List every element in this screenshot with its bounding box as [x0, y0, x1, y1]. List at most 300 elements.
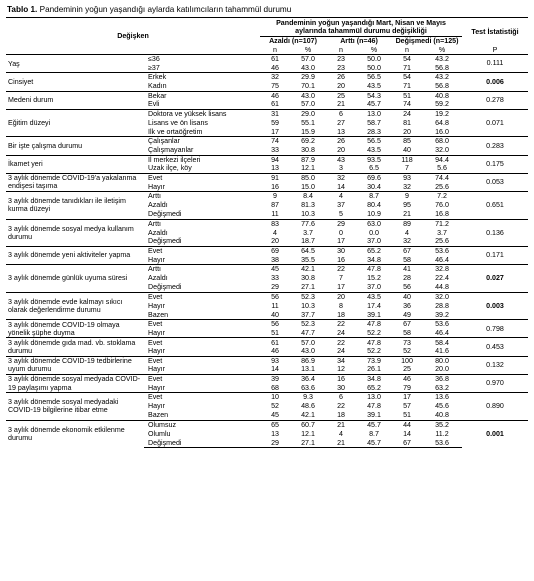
- decreased-n-cell: 33: [271, 274, 279, 283]
- decreased-n-cell: 40: [271, 310, 279, 319]
- increased-percent-cell: 93.5: [356, 155, 392, 164]
- table-row: [6, 356, 528, 365]
- unchanged-percent-cell: 76.0: [435, 201, 449, 210]
- category-label: Evet: [144, 393, 260, 402]
- decreased-n-cell: 46: [271, 63, 279, 72]
- unchanged-percent-cell: 46.4: [435, 328, 449, 337]
- unchanged-percent-cell: 44.8: [435, 283, 449, 292]
- unchanged-n-cell: 79: [403, 383, 411, 392]
- unchanged-percent-cell: 94.4: [422, 155, 462, 164]
- p-value: 0.651: [462, 192, 528, 219]
- category-label: Bazen: [148, 411, 169, 420]
- increased-percent-cell: 58.7: [367, 118, 381, 127]
- unchanged-percent-cell: 71.2: [422, 219, 462, 228]
- decreased-n-cell: 14: [271, 365, 279, 374]
- category-label: Hayır: [148, 402, 165, 411]
- increased-n-cell: 23: [337, 63, 345, 72]
- increased-n-cell: 14: [337, 182, 345, 191]
- variable-name: 3 aylık dönemde tanıdıkları ile iletişim kurma düzeyi: [6, 192, 144, 219]
- unchanged-n-cell: 57: [403, 402, 411, 411]
- variable-name: Yaş: [6, 55, 144, 73]
- unchanged-percent-cell: 39.2: [435, 310, 449, 319]
- decreased-percent-cell: 37.7: [301, 310, 315, 319]
- p-value: 0.890: [462, 393, 528, 420]
- decreased-n-cell: 56: [260, 320, 290, 329]
- increased-percent-cell: 34.8: [367, 255, 381, 264]
- table-caption: [7, 4, 528, 15]
- unchanged-percent-cell: 64.8: [435, 118, 449, 127]
- increased-percent-cell: 39.1: [367, 411, 381, 420]
- decreased-n-cell: 45: [260, 265, 290, 274]
- category-label: İlk ve ortaöğretim: [148, 127, 203, 136]
- decreased-percent-cell: 77.6: [290, 219, 326, 228]
- category-label: Arttı: [144, 265, 260, 274]
- unchanged-n-cell: 58: [403, 328, 411, 337]
- table-row: [6, 246, 528, 255]
- variable-name: 3 aylık dönemde sosyal medya kullanım durumu: [6, 219, 144, 246]
- p-value: 0.006: [462, 73, 528, 91]
- variable-name: 3 aylık dönemde COVID-19 olmaya yönelik şüphe duyma: [6, 320, 144, 338]
- p-value: 0.111: [462, 55, 528, 73]
- increased-percent-cell: 8.7: [369, 429, 379, 438]
- category-label: Evet: [144, 320, 260, 329]
- table-row: [6, 393, 528, 402]
- increased-n-cell: 20: [326, 292, 356, 301]
- unchanged-percent-cell: 80.0: [422, 356, 462, 365]
- header-decreased: Azaldı (n=107): [260, 37, 326, 46]
- p-value: 0.175: [462, 155, 528, 173]
- category-label: ≤36: [144, 55, 260, 64]
- p-value: 0.171: [462, 246, 528, 264]
- increased-n-cell: 29: [326, 219, 356, 228]
- decreased-percent-cell: 27.1: [290, 438, 326, 447]
- decreased-percent-cell: 18.7: [301, 237, 315, 246]
- p-value: 0.283: [462, 137, 528, 155]
- category-label: Doktora ve yüksek lisans: [144, 109, 260, 118]
- unchanged-n-cell: 28: [403, 274, 411, 283]
- category-label: Bazen: [148, 310, 169, 319]
- increased-percent-cell: 8.7: [356, 192, 392, 201]
- decreased-n-cell: 56: [260, 292, 290, 301]
- unchanged-n-cell: 4: [405, 228, 409, 237]
- unchanged-percent-cell: 40.8: [435, 411, 449, 420]
- decreased-percent-cell: 35.5: [301, 255, 315, 264]
- increased-n-cell: 27: [337, 118, 345, 127]
- unchanged-percent-cell: 19.2: [422, 109, 462, 118]
- increased-n-cell: 21: [337, 100, 345, 109]
- category-label: Hayır: [148, 328, 165, 337]
- unchanged-n-cell: 20: [403, 127, 411, 136]
- unchanged-n-cell: 25: [403, 365, 411, 374]
- decreased-n-cell: 16: [271, 182, 279, 191]
- category-label: Hayır: [148, 182, 165, 191]
- unchanged-n-cell: 49: [403, 310, 411, 319]
- decreased-percent-cell: 64.5: [290, 246, 326, 255]
- decreased-percent-cell: 52.3: [290, 320, 326, 329]
- increased-n-cell: 24: [337, 328, 345, 337]
- decreased-n-cell: 31: [260, 109, 290, 118]
- increased-n-cell: 22: [337, 402, 345, 411]
- unchanged-percent-cell: 58.4: [422, 338, 462, 347]
- p-value: 0.798: [462, 320, 528, 338]
- decreased-percent-cell: 43.0: [301, 347, 315, 356]
- decreased-percent-cell: 57.0: [290, 55, 326, 64]
- decreased-percent-cell: 86.9: [290, 356, 326, 365]
- increased-percent-cell: 45.7: [356, 420, 392, 429]
- unchanged-n-cell: 52: [403, 347, 411, 356]
- unchanged-percent-cell: 5.6: [437, 164, 447, 173]
- table-row: [6, 338, 528, 347]
- increased-percent-cell: 69.6: [356, 173, 392, 182]
- variable-name: 3 aylık dönemde ekonomik etkilenme durumu: [6, 420, 144, 447]
- unchanged-percent-cell: 22.4: [435, 274, 449, 283]
- caption-text: Pandeminin yoğun yaşandığı aylarda katılımcıların tahammül durumu: [37, 5, 292, 14]
- category-label: Azaldı: [148, 228, 168, 237]
- increased-n-cell: 4: [326, 192, 356, 201]
- increased-n-cell: 30: [326, 246, 356, 255]
- unchanged-n-cell: 81: [403, 118, 411, 127]
- unchanged-n-cell: 51: [392, 91, 422, 100]
- category-label: Hayır: [148, 365, 165, 374]
- increased-n-cell: 26: [326, 73, 356, 82]
- header-p: P: [462, 46, 528, 55]
- decreased-n-cell: 29: [260, 438, 290, 447]
- decreased-n-cell: 39: [260, 374, 290, 383]
- decreased-percent-cell: 9.3: [290, 393, 326, 402]
- category-label: Hayır: [148, 255, 165, 264]
- decreased-n-cell: 10: [260, 393, 290, 402]
- increased-n-cell: 23: [326, 55, 356, 64]
- unchanged-n-cell: 32: [403, 237, 411, 246]
- unchanged-percent-cell: 3.7: [437, 228, 447, 237]
- unchanged-n-cell: 17: [392, 393, 422, 402]
- decreased-n-cell: 46: [260, 91, 290, 100]
- variable-name: İkamet yeri: [6, 155, 144, 173]
- unchanged-n-cell: 36: [403, 301, 411, 310]
- decreased-n-cell: 20: [271, 237, 279, 246]
- increased-percent-cell: 54.3: [356, 91, 392, 100]
- increased-percent-cell: 34.8: [356, 374, 392, 383]
- decreased-percent-cell: 8.4: [290, 192, 326, 201]
- header-n: n: [392, 46, 422, 55]
- decreased-n-cell: 4: [273, 228, 277, 237]
- header-increased: Arttı (n=46): [326, 37, 392, 46]
- increased-percent-cell: 47.8: [356, 338, 392, 347]
- decreased-percent-cell: 87.9: [290, 155, 326, 164]
- category-label: Evet: [144, 292, 260, 301]
- category-label: ≥37: [148, 63, 160, 72]
- header-variable: Değişken: [6, 18, 260, 55]
- p-value: 0.071: [462, 109, 528, 136]
- category-label: Evet: [144, 173, 260, 182]
- decreased-n-cell: 51: [271, 328, 279, 337]
- increased-percent-cell: 6.5: [369, 164, 379, 173]
- decreased-n-cell: 32: [260, 73, 290, 82]
- increased-percent-cell: 17.4: [367, 301, 381, 310]
- category-label: Azaldı: [148, 274, 168, 283]
- category-label: Olumsuz: [144, 420, 260, 429]
- decreased-percent-cell: 42.1: [290, 265, 326, 274]
- increased-n-cell: 5: [339, 210, 343, 219]
- category-label: Arttı: [144, 192, 260, 201]
- decreased-n-cell: 52: [271, 402, 279, 411]
- unchanged-n-cell: 67: [392, 320, 422, 329]
- decreased-n-cell: 17: [271, 127, 279, 136]
- increased-n-cell: 12: [337, 365, 345, 374]
- unchanged-n-cell: 85: [392, 137, 422, 146]
- category-label: Değişmedi: [148, 283, 182, 292]
- increased-n-cell: 16: [337, 255, 345, 264]
- decreased-percent-cell: 30.8: [301, 274, 315, 283]
- unchanged-percent-cell: 56.8: [435, 82, 449, 91]
- table-row: [6, 374, 528, 383]
- variable-name: 3 aylık dönemde gıda mad. vb. stoklama durumu: [6, 338, 144, 356]
- decreased-percent-cell: 27.1: [301, 283, 315, 292]
- unchanged-percent-cell: 74.4: [422, 173, 462, 182]
- unchanged-percent-cell: 45.6: [435, 402, 449, 411]
- unchanged-percent-cell: 53.6: [422, 438, 462, 447]
- variable-name: 3 aylık dönemde COVID-19'a yakalanma endişesi taşıma: [6, 173, 144, 191]
- category-label: Evet: [144, 356, 260, 365]
- caption-label: Tablo 1.: [7, 5, 38, 14]
- unchanged-percent-cell: 53.6: [422, 246, 462, 255]
- decreased-n-cell: 29: [271, 283, 279, 292]
- header-unchanged: Değişmedi (n=125): [392, 37, 462, 46]
- category-label: Arttı: [144, 219, 260, 228]
- unchanged-percent-cell: 41.6: [435, 347, 449, 356]
- unchanged-n-cell: 24: [392, 109, 422, 118]
- decreased-percent-cell: 13.1: [301, 365, 315, 374]
- header-group-title: Pandeminin yoğun yaşandığı Mart, Nisan ve Mayıs aylarında tahammül durumu değişikliği: [260, 18, 462, 37]
- decreased-n-cell: 11: [271, 210, 279, 219]
- unchanged-n-cell: 44: [392, 420, 422, 429]
- variable-name: 3 aylık dönemde yeni aktiviteler yapma: [6, 246, 144, 264]
- decreased-n-cell: 83: [260, 219, 290, 228]
- increased-percent-cell: 63.0: [356, 219, 392, 228]
- increased-percent-cell: 47.8: [356, 320, 392, 329]
- category-label: Çalışmayanlar: [148, 146, 194, 155]
- unchanged-n-cell: 41: [392, 265, 422, 274]
- increased-percent-cell: 28.3: [367, 127, 381, 136]
- table-row: [6, 55, 528, 64]
- decreased-n-cell: 87: [271, 201, 279, 210]
- decreased-n-cell: 68: [271, 383, 279, 392]
- header-percent: %: [356, 46, 392, 55]
- unchanged-percent-cell: 35.2: [422, 420, 462, 429]
- increased-n-cell: 22: [326, 320, 356, 329]
- increased-percent-cell: 13.0: [356, 393, 392, 402]
- category-label: İl merkezi ilçeleri: [144, 155, 260, 164]
- variable-name: Medeni durum: [6, 91, 144, 109]
- decreased-percent-cell: 43.0: [290, 91, 326, 100]
- increased-percent-cell: 47.8: [356, 265, 392, 274]
- p-value: 0.003: [462, 292, 528, 319]
- header-n: n: [326, 46, 356, 55]
- decreased-percent-cell: 47.7: [301, 328, 315, 337]
- increased-percent-cell: 52.2: [367, 347, 381, 356]
- unchanged-n-cell: 89: [392, 219, 422, 228]
- increased-percent-cell: 10.9: [367, 210, 381, 219]
- decreased-percent-cell: 70.1: [301, 82, 315, 91]
- increased-n-cell: 24: [337, 347, 345, 356]
- increased-percent-cell: 30.4: [367, 182, 381, 191]
- header-n: n: [260, 46, 290, 55]
- increased-percent-cell: 0.0: [369, 228, 379, 237]
- table-row: [6, 420, 528, 429]
- category-label: Değişmedi: [148, 210, 182, 219]
- category-label: Çalışanlar: [144, 137, 260, 146]
- decreased-percent-cell: 15.9: [301, 127, 315, 136]
- table-row: [6, 265, 528, 274]
- unchanged-n-cell: 100: [392, 356, 422, 365]
- decreased-n-cell: 61: [260, 338, 290, 347]
- decreased-n-cell: 65: [260, 420, 290, 429]
- increased-n-cell: 6: [326, 393, 356, 402]
- increased-n-cell: 6: [326, 109, 356, 118]
- decreased-percent-cell: 69.2: [290, 137, 326, 146]
- unchanged-n-cell: 74: [403, 100, 411, 109]
- variable-name: Eğitim düzeyi: [6, 109, 144, 136]
- category-label: Lisans ve ön lisans: [148, 118, 208, 127]
- increased-n-cell: 22: [326, 265, 356, 274]
- unchanged-n-cell: 71: [403, 63, 411, 72]
- decreased-n-cell: 9: [260, 192, 290, 201]
- decreased-percent-cell: 63.6: [301, 383, 315, 392]
- decreased-n-cell: 13: [271, 429, 279, 438]
- category-label: Hayır: [148, 347, 165, 356]
- category-label: Evet: [144, 338, 260, 347]
- variable-name: 3 aylık dönemde evde kalmayı sıkıcı olarak değerlendirme durumu: [6, 292, 144, 319]
- decreased-percent-cell: 85.0: [290, 173, 326, 182]
- unchanged-percent-cell: 43.2: [422, 73, 462, 82]
- unchanged-percent-cell: 32.8: [422, 265, 462, 274]
- unchanged-n-cell: 67: [392, 246, 422, 255]
- decreased-percent-cell: 30.8: [301, 146, 315, 155]
- category-label: Değişmedi: [144, 438, 260, 447]
- increased-percent-cell: 80.4: [367, 201, 381, 210]
- unchanged-n-cell: 40: [403, 146, 411, 155]
- table-row: [6, 155, 528, 164]
- variable-name: Cinsiyet: [6, 73, 144, 91]
- unchanged-n-cell: 95: [403, 201, 411, 210]
- increased-n-cell: 22: [326, 338, 356, 347]
- decreased-percent-cell: 36.4: [290, 374, 326, 383]
- table-row: [6, 292, 528, 301]
- unchanged-percent-cell: 7.2: [422, 192, 462, 201]
- decreased-n-cell: 74: [260, 137, 290, 146]
- decreased-n-cell: 38: [271, 255, 279, 264]
- unchanged-n-cell: 9: [392, 192, 422, 201]
- increased-n-cell: 20: [337, 82, 345, 91]
- unchanged-n-cell: 56: [403, 283, 411, 292]
- increased-percent-cell: 47.8: [367, 402, 381, 411]
- p-value: 0.132: [462, 356, 528, 374]
- increased-n-cell: 7: [339, 274, 343, 283]
- decreased-n-cell: 59: [271, 118, 279, 127]
- unchanged-n-cell: 58: [403, 255, 411, 264]
- unchanged-percent-cell: 63.2: [435, 383, 449, 392]
- decreased-percent-cell: 43.0: [301, 63, 315, 72]
- unchanged-percent-cell: 32.0: [422, 292, 462, 301]
- decreased-percent-cell: 29.9: [290, 73, 326, 82]
- decreased-percent-cell: 57.0: [290, 338, 326, 347]
- increased-n-cell: 0: [339, 228, 343, 237]
- decreased-percent-cell: 10.3: [301, 210, 315, 219]
- decreased-n-cell: 61: [260, 55, 290, 64]
- unchanged-percent-cell: 43.2: [422, 55, 462, 64]
- unchanged-n-cell: 54: [392, 55, 422, 64]
- table-row: [6, 173, 528, 182]
- decreased-percent-cell: 55.1: [301, 118, 315, 127]
- increased-percent-cell: 43.5: [367, 146, 381, 155]
- increased-n-cell: 21: [326, 420, 356, 429]
- unchanged-n-cell: 46: [392, 374, 422, 383]
- category-label: Değişmedi: [148, 237, 182, 246]
- increased-n-cell: 4: [339, 429, 343, 438]
- decreased-percent-cell: 48.6: [301, 402, 315, 411]
- header-percent: %: [422, 46, 462, 55]
- table-row: [6, 73, 528, 82]
- unchanged-percent-cell: 25.6: [435, 182, 449, 191]
- category-label: Evet: [144, 374, 260, 383]
- decreased-n-cell: 75: [271, 82, 279, 91]
- increased-percent-cell: 56.5: [356, 137, 392, 146]
- decreased-n-cell: 91: [260, 173, 290, 182]
- p-value: 0.970: [462, 374, 528, 392]
- p-value: 0.453: [462, 338, 528, 356]
- increased-n-cell: 26: [326, 137, 356, 146]
- increased-n-cell: 17: [337, 237, 345, 246]
- increased-percent-cell: 39.1: [367, 310, 381, 319]
- variable-name: 3 aylık dönemde günlük uyuma süresi: [6, 265, 144, 292]
- increased-n-cell: 13: [337, 127, 345, 136]
- increased-percent-cell: 50.0: [367, 63, 381, 72]
- unchanged-percent-cell: 32.0: [435, 146, 449, 155]
- increased-percent-cell: 13.0: [356, 109, 392, 118]
- increased-percent-cell: 37.0: [367, 283, 381, 292]
- p-value: 0.278: [462, 91, 528, 109]
- increased-n-cell: 18: [337, 411, 345, 420]
- increased-n-cell: 21: [326, 438, 356, 447]
- decreased-percent-cell: 3.7: [303, 228, 313, 237]
- increased-percent-cell: 43.5: [367, 82, 381, 91]
- category-label: Hayır: [148, 383, 165, 392]
- increased-percent-cell: 26.1: [367, 365, 381, 374]
- increased-n-cell: 8: [339, 301, 343, 310]
- decreased-n-cell: 11: [271, 301, 279, 310]
- increased-percent-cell: 56.5: [356, 73, 392, 82]
- category-label: Evet: [144, 246, 260, 255]
- category-label: Bekar: [144, 91, 260, 100]
- category-label: Kadın: [148, 82, 167, 91]
- increased-n-cell: 25: [326, 91, 356, 100]
- decreased-percent-cell: 60.7: [290, 420, 326, 429]
- unchanged-n-cell: 93: [392, 173, 422, 182]
- table-row: [6, 192, 528, 201]
- table-row: [6, 219, 528, 228]
- variable-name: 3 aylık dönemde COVID-19 tedbirlerine uyum durumu: [6, 356, 144, 374]
- increased-percent-cell: 45.7: [356, 438, 392, 447]
- unchanged-n-cell: 21: [403, 210, 411, 219]
- decreased-n-cell: 33: [271, 146, 279, 155]
- increased-n-cell: 32: [326, 173, 356, 182]
- decreased-percent-cell: 12.1: [301, 429, 315, 438]
- increased-percent-cell: 15.2: [367, 274, 381, 283]
- unchanged-n-cell: 71: [403, 82, 411, 91]
- increased-percent-cell: 65.2: [367, 383, 381, 392]
- decreased-percent-cell: 81.3: [301, 201, 315, 210]
- category-label: Uzak ilçe, köy: [148, 164, 192, 173]
